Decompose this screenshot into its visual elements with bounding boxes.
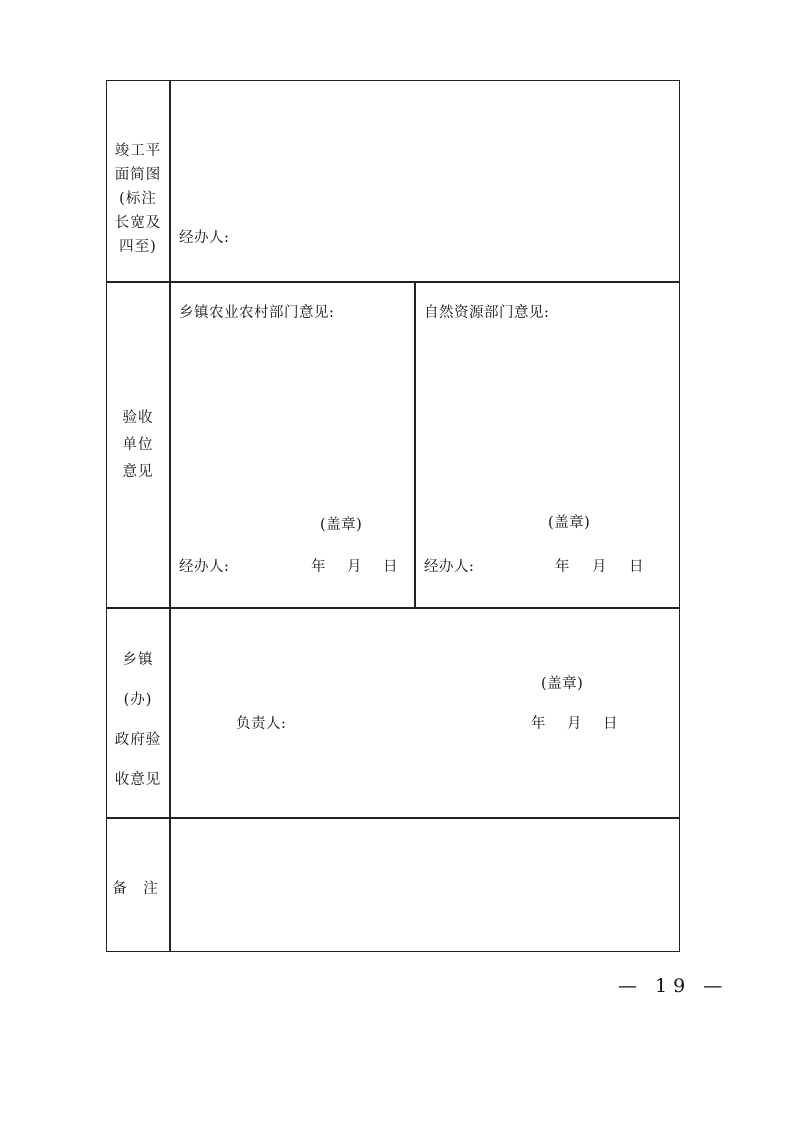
natural-resources-year: 年 [555, 559, 570, 575]
natural-resources-month: 月 [592, 559, 607, 575]
page-number: — 19 — [618, 975, 729, 997]
township-opinion-label-line: (办) [123, 692, 153, 708]
natural-resources-seal: (盖章) [548, 515, 591, 531]
acceptance-unit-label-line: 单位 [122, 437, 154, 453]
township-seal: (盖章) [541, 676, 584, 692]
township-opinion-label-line: 政府验 [114, 732, 162, 748]
completion-plan-label-line: (标注 [119, 191, 157, 207]
township-responsible-label: 负责人: [236, 716, 287, 732]
natural-resources-opinion-title: 自然资源部门意见: [424, 305, 550, 321]
agri-dept-day: 日 [383, 559, 398, 575]
completion-plan-handler-label: 经办人: [179, 230, 230, 246]
acceptance-form-table [106, 80, 680, 952]
row-divider-2 [106, 607, 680, 609]
row-divider-3 [106, 817, 680, 819]
completion-plan-label-line: 长宽及 [114, 215, 162, 231]
township-opinion-label-line: 收意见 [114, 772, 162, 788]
acceptance-column-divider [414, 281, 416, 607]
label-column-divider [169, 80, 171, 952]
remarks-label: 备 注 [112, 881, 164, 897]
acceptance-unit-label-line: 验收 [122, 410, 154, 426]
township-year: 年 [531, 716, 546, 732]
completion-plan-label-line: 四至) [119, 239, 157, 255]
agri-dept-month: 月 [347, 559, 362, 575]
completion-plan-label-line: 竣工平 [114, 143, 162, 159]
township-opinion-label [108, 640, 168, 800]
completion-plan-label-line: 面简图 [114, 167, 162, 183]
completion-plan-label [108, 139, 168, 259]
agri-dept-seal: (盖章) [320, 517, 363, 533]
agri-dept-handler-label: 经办人: [179, 559, 230, 575]
natural-resources-handler-label: 经办人: [424, 559, 475, 575]
township-day: 日 [603, 716, 618, 732]
agri-dept-year: 年 [311, 559, 326, 575]
acceptance-unit-label-line: 意见 [122, 464, 154, 480]
agri-dept-opinion-title: 乡镇农业农村部门意见: [179, 305, 335, 321]
row-divider-1 [106, 281, 680, 283]
acceptance-unit-label [108, 405, 168, 486]
township-month: 月 [567, 716, 582, 732]
township-opinion-label-line: 乡镇 [122, 652, 154, 668]
natural-resources-day: 日 [629, 559, 644, 575]
